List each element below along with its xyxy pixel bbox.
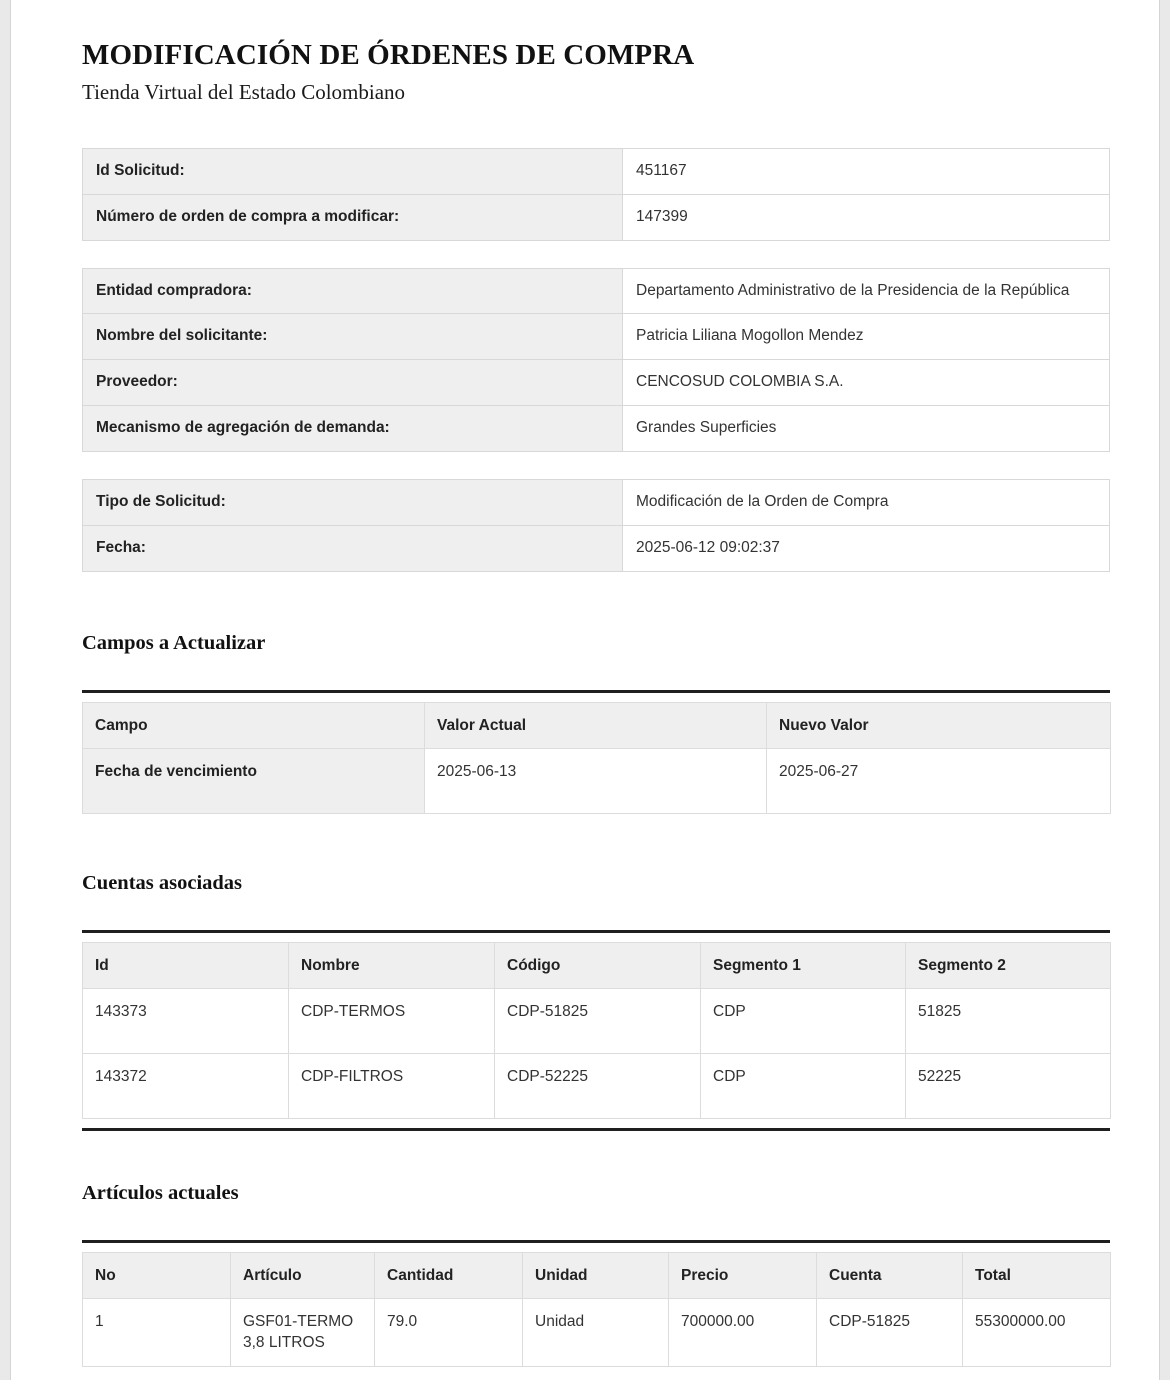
account-nombre-1: CDP-FILTROS [289, 1054, 495, 1119]
table-header-row [83, 1252, 1111, 1298]
request-type-label-1: Fecha: [83, 526, 623, 572]
item-cantidad-0: 79.0 [375, 1299, 523, 1367]
account-segmento1-1: CDP [701, 1054, 906, 1119]
spacer-12 [82, 1243, 1099, 1252]
col-header-codigo: Código [495, 942, 701, 988]
account-segmento2-0: 51825 [906, 989, 1111, 1054]
table-row [83, 989, 1111, 1054]
accounts-table [82, 942, 1111, 1119]
account-segmento2-1: 52225 [906, 1054, 1111, 1119]
table-row [83, 148, 1110, 194]
spacer-10 [82, 1131, 1099, 1180]
items-table [82, 1252, 1111, 1367]
spacer-1 [82, 241, 1099, 268]
spacer-11 [82, 1207, 1099, 1240]
entity-info-value-3: Grandes Superficies [623, 406, 1110, 452]
table-row [83, 1299, 1111, 1367]
account-id-0: 143373 [83, 989, 289, 1054]
col-header-segmento-1: Segmento 1 [701, 942, 906, 988]
table-row [83, 268, 1110, 314]
account-id-1: 143372 [83, 1054, 289, 1119]
spacer-4 [82, 657, 1099, 690]
table-row [83, 406, 1110, 452]
section-title-campos: Campos a Actualizar [82, 632, 266, 655]
section-title-articulos: Artículos actuales [82, 1182, 239, 1205]
page-right-margin [1159, 0, 1170, 1380]
field-campo-0: Fecha de vencimiento [83, 749, 425, 814]
request-info-value-1: 147399 [623, 194, 1110, 240]
field-valor-actual-0: 2025-06-13 [425, 749, 767, 814]
spacer-3 [82, 572, 1099, 630]
item-no-0: 1 [83, 1299, 231, 1367]
table-row [83, 360, 1110, 406]
account-codigo-0: CDP-51825 [495, 989, 701, 1054]
table-header-row [83, 702, 1111, 748]
col-header-total: Total [963, 1252, 1111, 1298]
spacer-9 [82, 1119, 1099, 1128]
col-header-precio: Precio [669, 1252, 817, 1298]
spacer-8 [82, 933, 1099, 942]
table-header-row [83, 942, 1111, 988]
col-header-articulo: Artículo [231, 1252, 375, 1298]
table-row [83, 480, 1110, 526]
section-title-cuentas: Cuentas asociadas [82, 872, 243, 895]
page-subtitle: Tienda Virtual del Estado Colombiano [82, 80, 406, 105]
table-row [83, 749, 1111, 814]
col-header-cuenta: Cuenta [817, 1252, 963, 1298]
item-unidad-0: Unidad [523, 1299, 669, 1367]
item-articulo-0: GSF01-TERMO 3,8 LITROS [231, 1299, 375, 1367]
request-info-table [82, 148, 1110, 241]
col-header-no: No [83, 1252, 231, 1298]
col-header-nuevo-valor: Nuevo Valor [767, 702, 1111, 748]
spacer-6 [82, 814, 1099, 870]
item-cuenta-0: CDP-51825 [817, 1299, 963, 1367]
col-header-nombre: Nombre [289, 942, 495, 988]
request-info-label-1: Número de orden de compra a modificar: [83, 194, 623, 240]
entity-info-table [82, 268, 1110, 453]
col-header-campo: Campo [83, 702, 425, 748]
spacer-5 [82, 693, 1099, 702]
request-type-label-0: Tipo de Solicitud: [83, 480, 623, 526]
spacer-7 [82, 897, 1099, 930]
fields-to-update-table [82, 702, 1111, 814]
page-title: MODIFICACIÓN DE ÓRDENES DE COMPRA [82, 39, 695, 71]
entity-info-label-0: Entidad compradora: [83, 268, 623, 314]
entity-info-value-2: CENCOSUD COLOMBIA S.A. [623, 360, 1110, 406]
col-header-unidad: Unidad [523, 1252, 669, 1298]
request-info-value-0: 451167 [623, 148, 1110, 194]
request-type-value-0: Modificación de la Orden de Compra [623, 480, 1110, 526]
page-left-margin [0, 0, 11, 1380]
account-nombre-0: CDP-TERMOS [289, 989, 495, 1054]
document-page [11, 0, 1159, 1380]
entity-info-label-2: Proveedor: [83, 360, 623, 406]
account-codigo-1: CDP-52225 [495, 1054, 701, 1119]
col-header-id: Id [83, 942, 289, 988]
entity-info-label-1: Nombre del solicitante: [83, 314, 623, 360]
item-total-0: 55300000.00 [963, 1299, 1111, 1367]
table-row [83, 314, 1110, 360]
field-nuevo-valor-0: 2025-06-27 [767, 749, 1111, 814]
entity-info-value-0: Departamento Administrativo de la Presidencia de la República [623, 268, 1110, 314]
table-row [83, 526, 1110, 572]
item-precio-0: 700000.00 [669, 1299, 817, 1367]
spacer-2 [82, 452, 1099, 479]
request-type-value-1: 2025-06-12 09:02:37 [623, 526, 1110, 572]
col-header-valor-actual: Valor Actual [425, 702, 767, 748]
col-header-segmento-2: Segmento 2 [906, 942, 1111, 988]
account-segmento1-0: CDP [701, 989, 906, 1054]
col-header-cantidad: Cantidad [375, 1252, 523, 1298]
entity-info-label-3: Mecanismo de agregación de demanda: [83, 406, 623, 452]
request-type-table [82, 479, 1110, 572]
entity-info-value-1: Patricia Liliana Mogollon Mendez [623, 314, 1110, 360]
table-row [83, 1054, 1111, 1119]
table-row [83, 194, 1110, 240]
request-info-label-0: Id Solicitud: [83, 148, 623, 194]
spacer-after-header [82, 107, 1099, 148]
